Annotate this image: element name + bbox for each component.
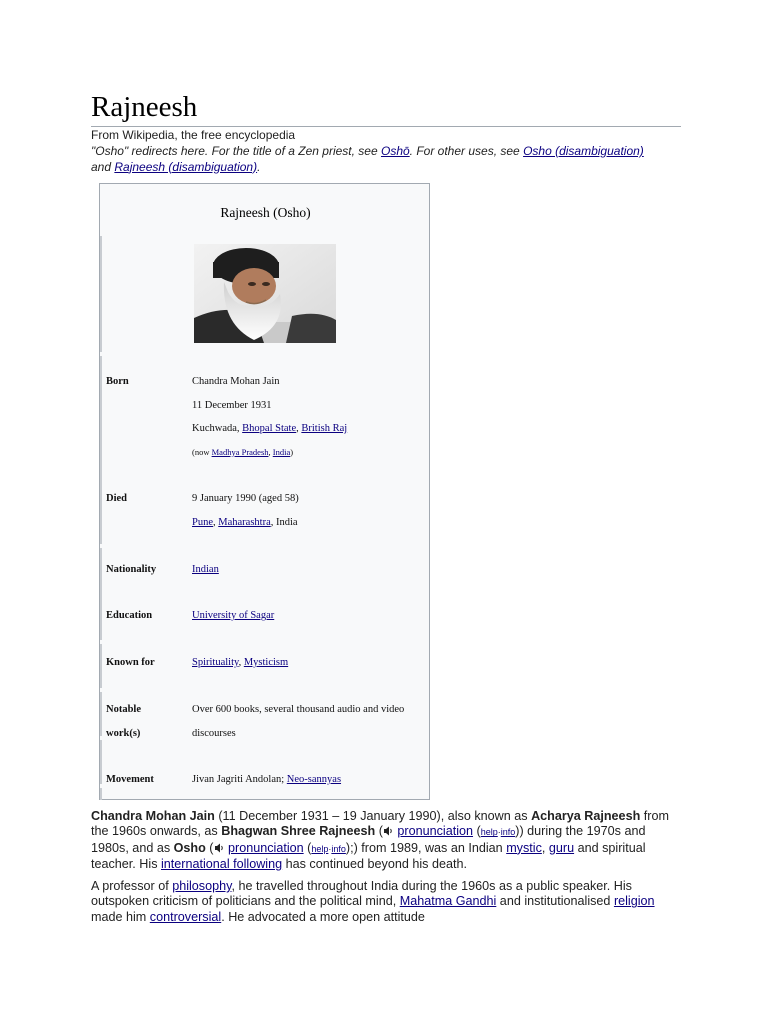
hatnote-text: "Osho" redirects here. For the title of a Zen priest, see — [91, 144, 381, 158]
portrait-image-art — [194, 244, 336, 343]
notable-label-line: Notable — [106, 704, 141, 715]
notable-works-value — [192, 698, 404, 745]
infobox-row-separator — [100, 644, 102, 688]
para-text: ( — [303, 840, 312, 855]
speaker-icon[interactable] — [383, 825, 394, 835]
born-name: Chandra Mohan Jain — [192, 376, 280, 387]
link-international-following[interactable]: international following — [161, 857, 283, 872]
para-text: made him — [91, 909, 150, 924]
bold-acharya: Acharya Rajneesh — [531, 809, 641, 823]
para-text: );) from 1989, was an Indian — [345, 840, 507, 855]
movement-value — [192, 768, 341, 792]
bold-osho: Osho — [173, 840, 206, 855]
para-text: , he travelled throughout India during the 1960s as a public speaker. His outspoken criticism of politicians and the political mind, — [91, 879, 632, 909]
page-title: Rajneesh — [91, 88, 681, 127]
infobox-row-separator — [100, 356, 102, 544]
speaker-icon[interactable] — [214, 842, 225, 852]
label-known-for: Known for — [106, 657, 155, 668]
link-rajneesh-disambiguation[interactable]: Rajneesh (disambiguation) — [114, 159, 258, 174]
infobox-caption: Rajneesh (Osho) — [220, 205, 311, 220]
education-value — [192, 604, 274, 628]
known-for-comma: , — [238, 657, 244, 668]
link-osho-disambiguation[interactable]: Osho (disambiguation) — [523, 144, 644, 158]
hatnote-text: . For other uses, see — [409, 144, 524, 158]
born-now — [192, 441, 347, 465]
infobox-row-separator — [100, 548, 102, 640]
para-text: from the 1960s onwards, as — [91, 809, 669, 839]
intro-paragraph — [91, 809, 681, 873]
label-born: Born — [106, 376, 129, 387]
link-osho[interactable]: Oshō — [380, 144, 410, 158]
born-now-text: (now — [192, 446, 212, 457]
link-philosophy[interactable]: philosophy — [172, 879, 232, 893]
notable-label-line: work(s) — [106, 727, 141, 739]
bold-bhagwan: Bhagwan Shree Rajneesh — [221, 824, 376, 839]
link-guru[interactable]: guru — [548, 840, 575, 855]
link-info[interactable]: info — [331, 843, 346, 854]
link-separator: · — [497, 827, 501, 838]
link-neo-sannyas[interactable]: Neo-sannyas — [286, 774, 342, 785]
para-text: . He advocated a more open attitude — [221, 909, 425, 924]
label-education: Education — [106, 610, 153, 621]
link-spirituality[interactable]: Spirituality — [192, 657, 239, 668]
link-madhya-pradesh[interactable]: Madhya Pradesh — [211, 446, 269, 457]
link-religion[interactable]: religion — [613, 894, 655, 909]
para-text: ( — [473, 824, 481, 839]
link-help[interactable]: help — [480, 827, 498, 838]
hatnote-text: and — [91, 159, 115, 174]
died-place — [192, 511, 299, 535]
link-separator: · — [328, 843, 332, 854]
born-place-comma: , — [296, 423, 302, 434]
portrait-image[interactable] — [194, 244, 336, 343]
nationality-value — [192, 558, 219, 582]
para-text: (11 December 1931 – 19 January 1990), also known as — [214, 809, 532, 823]
para-text: , — [541, 840, 549, 855]
died-date: 9 January 1990 (aged 58) — [192, 493, 299, 504]
link-bhopal-state[interactable]: Bhopal State — [242, 423, 297, 434]
label-movement: Movement — [106, 774, 154, 785]
link-indian[interactable]: Indian — [192, 564, 219, 575]
label-nationality: Nationality — [106, 564, 157, 575]
para-text: ( — [205, 840, 214, 855]
link-mahatma-gandhi[interactable]: Mahatma Gandhi — [399, 894, 497, 909]
notable-works-line: discourses — [192, 727, 236, 739]
link-british-raj[interactable]: British Raj — [301, 423, 348, 434]
known-for-value — [192, 651, 288, 675]
infobox-row-separator — [100, 788, 102, 800]
link-maharashtra[interactable]: Maharashtra — [218, 516, 271, 528]
notable-works-line: Over 600 books, several thousand audio and video — [192, 704, 405, 715]
link-controversial[interactable]: controversial — [149, 909, 222, 924]
link-university-of-sagar[interactable]: University of Sagar — [192, 610, 275, 621]
movement-text: Jivan Jagriti Andolan; — [192, 774, 287, 785]
infobox-row-separator — [100, 236, 102, 352]
born-value — [192, 370, 347, 464]
link-pronunciation[interactable]: pronunciation — [397, 824, 474, 839]
link-pune[interactable]: Pune — [192, 516, 213, 528]
tagline: From Wikipedia, the free encyclopedia — [91, 128, 296, 142]
born-now-text: ) — [290, 446, 294, 457]
infobox-row-separator — [100, 740, 102, 784]
born-place — [192, 417, 347, 441]
hatnote — [91, 144, 651, 175]
para-text: has continued beyond his death. — [282, 857, 467, 872]
born-date: 11 December 1931 — [192, 399, 272, 411]
link-mystic[interactable]: mystic — [506, 840, 542, 855]
para-text: )) during the 1970s and 1980s, and as — [91, 824, 646, 855]
second-paragraph — [91, 879, 681, 925]
died-place-text: , India — [270, 516, 298, 528]
infobox-row-separator — [100, 692, 102, 736]
hatnote-text: . — [257, 159, 261, 174]
died-place-comma: , — [213, 516, 219, 528]
born-now-comma: , — [268, 446, 273, 457]
para-text: and institutionalised — [496, 894, 614, 909]
label-notable-works — [106, 698, 141, 745]
link-mysticism[interactable]: Mysticism — [243, 657, 289, 668]
label-died: Died — [106, 493, 127, 504]
para-text: and spiritual teacher. His — [91, 840, 646, 872]
born-place-text: Kuchwada, — [192, 423, 243, 434]
para-text: A professor of — [91, 879, 173, 893]
link-info[interactable]: info — [500, 827, 516, 838]
link-india[interactable]: India — [272, 446, 291, 457]
infobox — [99, 183, 430, 800]
para-text: ( — [375, 824, 383, 839]
link-pronunciation[interactable]: pronunciation — [228, 840, 304, 855]
link-help[interactable]: help — [311, 843, 329, 854]
died-value — [192, 487, 299, 534]
bold-name: Chandra Mohan Jain — [91, 809, 215, 823]
